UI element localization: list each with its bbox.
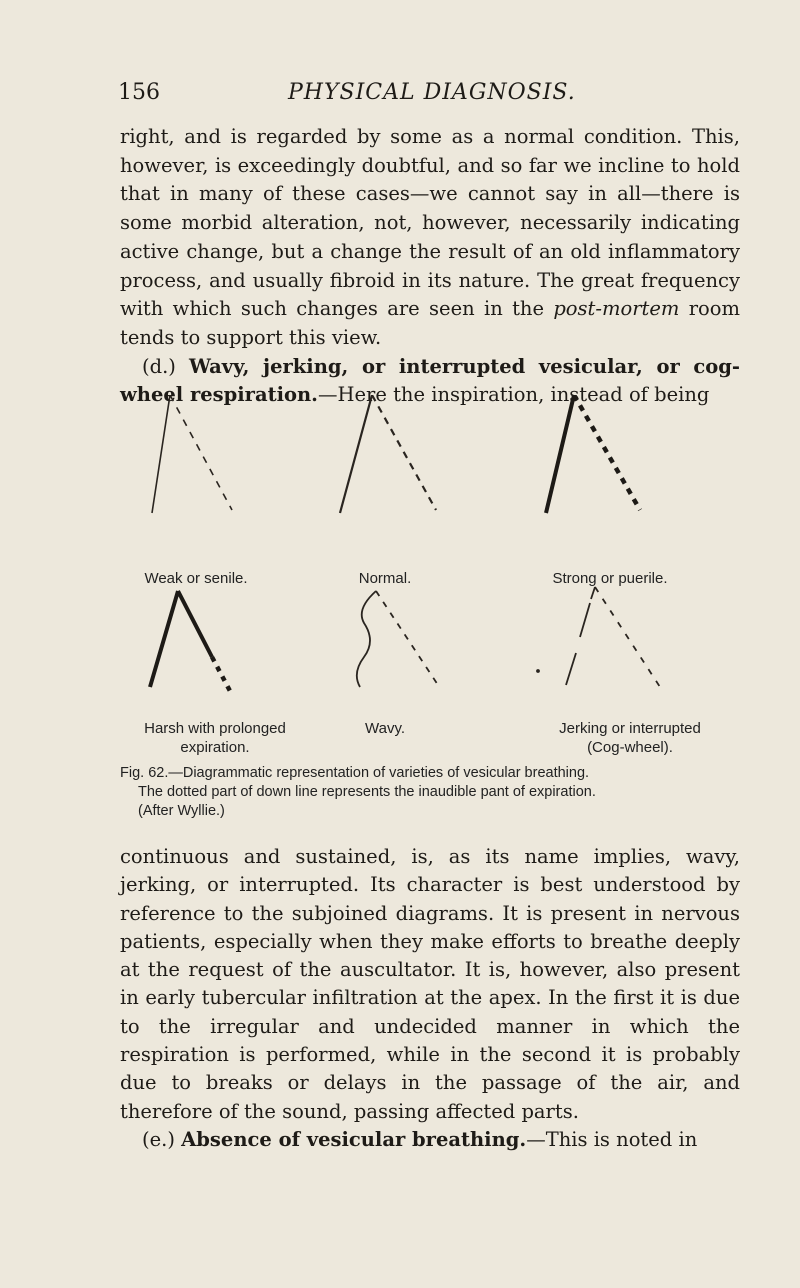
upper-text	[120, 123, 740, 410]
label-jerking-line1: Jerking or interrupted	[559, 720, 701, 737]
label-harsh-line2: expiration.	[180, 739, 250, 756]
running-title: PHYSICAL DIAGNOSIS.	[288, 80, 576, 105]
wavy-diagram	[357, 591, 438, 687]
label-normal: Normal.	[358, 570, 412, 587]
figure-caption	[120, 764, 760, 821]
post-mortem-term: post-mortem	[553, 297, 680, 321]
page-number: 156	[118, 80, 160, 105]
label-weak-senile: Weak or senile.	[144, 570, 248, 587]
label-harsh-line1: Harsh with prolonged	[144, 720, 286, 737]
lower-text	[120, 843, 740, 1154]
section-d-paragraph: (d.) Wavy, jerking, or interrupted vesicular, or cog-wheel respiration.—Here the inspiration, instead of being	[120, 354, 740, 407]
label-wavy: Wavy.	[365, 720, 405, 737]
caption-line-3: (After Wyllie.)	[138, 803, 225, 819]
section-d-letter: (d.)	[142, 354, 176, 378]
section-d-heading: Wavy, jerking, or interrupted vesicular, or cog-wheel respiration.	[120, 354, 740, 407]
caption-line-1: Fig. 62.—Diagrammatic representation of varieties of vesicular breathing.	[120, 765, 590, 781]
paragraph-2: continuous and sustained, is, as its name implies, wavy, jerking, or interrupted. Its character is best understood by reference to the subjoined diagrams. It is present in nervous patients, especially when they make efforts to breathe deeply at the request of the auscultator. It is, however, also present in early tubercular infiltration at the apex. In the first it is due to the irregular and undecided manner in which the respiration is performed, while in the second it is probably due to breaks or delays in the passage of the air, and therefore of the sound, passing affected parts.	[120, 845, 740, 1123]
paragraph-1: right, and is regarded by some as a normal condition. This, however, is exceedingly doubtful, and so far we incline to hold that in many of these cases—we cannot say in all—there is some morbid alteration, not, however, necessarily indicating active change, but a change the result of an old inflammatory process, and usually fibroid in its nature. The great frequency with which such changes are seen in the post-mortem room tends to support this view.	[120, 125, 741, 349]
jerking-diagram	[537, 587, 660, 687]
section-e-paragraph: (e.) Absence of vesicular breathing.—This is noted in	[142, 1127, 698, 1151]
section-e-letter: (e.)	[142, 1127, 175, 1151]
figure-62	[120, 395, 760, 835]
normal-diagram	[340, 395, 436, 513]
section-e-heading: Absence of vesicular breathing.	[181, 1127, 527, 1151]
label-jerking-line2: (Cog-wheel).	[587, 739, 673, 756]
label-strong-puerile: Strong or puerile.	[552, 570, 668, 587]
page-header	[118, 80, 760, 114]
strong-puerile-diagram	[546, 395, 640, 513]
harsh-diagram	[150, 591, 230, 691]
caption-line-2: The dotted part of down line represents the inaudible pant of expiration.	[138, 784, 596, 800]
weak-senile-diagram	[152, 395, 232, 513]
